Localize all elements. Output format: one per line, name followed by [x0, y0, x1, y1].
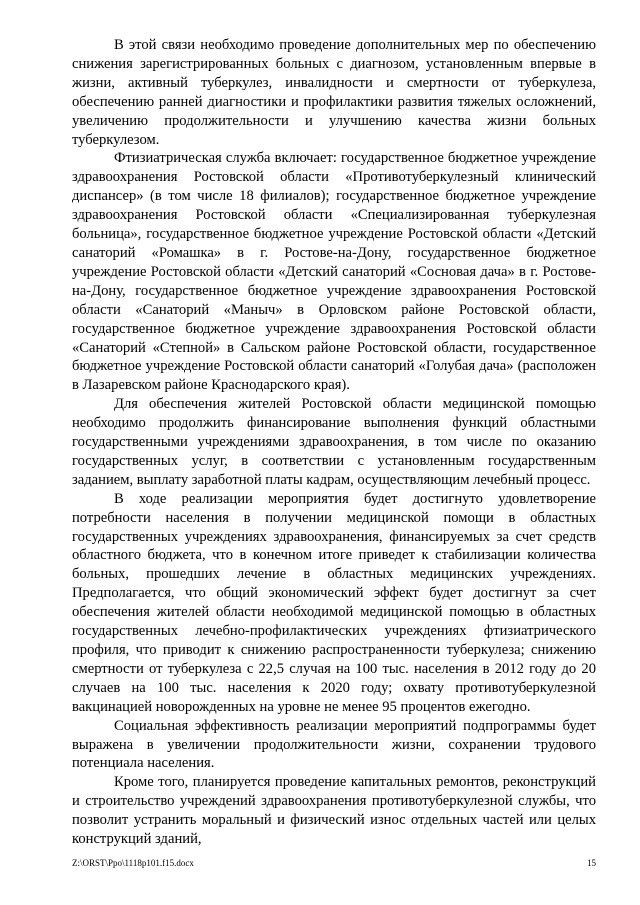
paragraph-6: Кроме того, планируется проведение капитальных ремонтов, реконструкций и строительство учреждений здравоохранения противотуберкулезной службы, что позволит устранить моральный и физический износ отдельных частей или целых конструкций зданий,: [72, 774, 596, 848]
page-footer: [72, 857, 596, 869]
document-body: [72, 36, 596, 849]
paragraph-2: Фтизиатрическая служба включает: государственное бюджетное учреждение здравоохранения Ростовской области «Противотуберкулезный клинический диспансер» (в том числе 18 филиалов); государственное бюджетное учреждение здравоохранения Ростовской области «Специализированная туберкулезная больница», государственное бюджетное учреждение Ростовской области «Детский санаторий «Ромашка» в г. Ростове-на-Дону, государственное бюджетное учреждение Ростовской области «Детский санаторий «Сосновая дача» в г. Ростове-на-Дону, государственное бюджетное учреждение здравоохранения Ростовской области «Санаторий «Маныч» в Орловском районе Ростовской области, государственное бюджетное учреждение здравоохранения Ростовской области «Санаторий «Степной» в Сальском районе Ростовской области, государственное бюджетное учреждение Ростовской области санаторий «Голубая дача» (расположен в Лазаревском районе Краснодарского края).: [72, 150, 596, 394]
paragraph-4: В ходе реализации мероприятия будет достигнуто удовлетворение потребности населения в получении медицинской помощи в областных государственных учреждениях здравоохранения, финансируемых за счет средств областного бюджета, что в конечном итоге приведет к стабилизации количества больных, прошедших лечение в областных медицинских учреждениях. Предполагается, что общий экономический эффект будет достигнут за счет обеспечения жителей области необходимой медицинской помощью в областных государственных лечебно-профилактических учреждениях фтизиатрического профиля, что приводит к снижению распространенности туберкулеза; снижению смертности от туберкулеза с 22,5 случая на 100 тыс. населения в 2012 году до 20 случаев на 100 тыс. населения к 2020 году; охвату противотуберкулезной вакцинацией новорожденных на уровне не менее 95 процентов ежегодно.: [72, 490, 596, 715]
footer-page-number: 15: [587, 858, 596, 868]
paragraph-3: Для обеспечения жителей Ростовской области медицинской помощью необходимо продолжить финансирование выполнения функций областными государственными учреждениями здравоохранения, в том числе по оказанию государственных услуг, в соответствии с установленным государственным заданием, выплату заработной платы кадрам, осуществляющим лечебный процесс.: [72, 396, 596, 488]
footer-file-path: Z:\ORST\Ppo\1118p101.f15.docx: [72, 858, 194, 868]
paragraph-5: Социальная эффективность реализации мероприятий подпрограммы будет выражена в увеличении продолжительности жизни, сохранении трудового потенциала населения.: [72, 717, 596, 772]
paragraph-1: В этой связи необходимо проведение дополнительных мер по обеспечению снижения зарегистрированных больных с диагнозом, установленным впервые в жизни, активный туберкулез, инвалидности и смертности от туберкулеза, обеспечению ранней диагностики и профилактики развития тяжелых осложнений, увеличению продолжительности и улучшению качества жизни больных туберкулезом.: [72, 37, 596, 148]
